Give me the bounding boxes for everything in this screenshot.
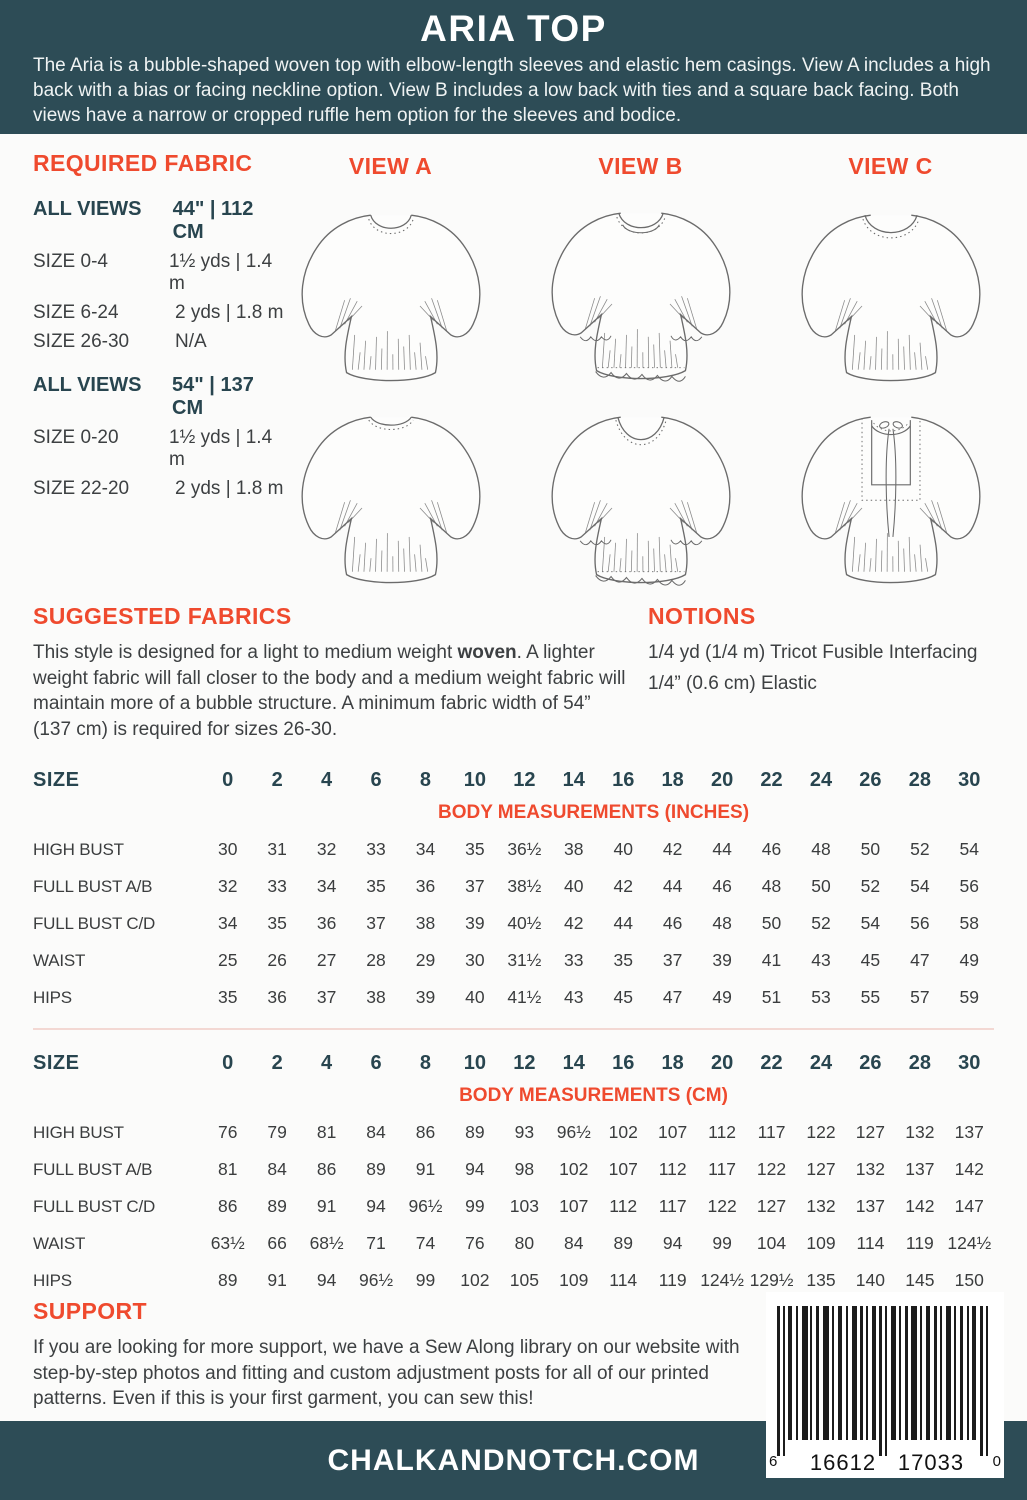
measurement-cell: 112 — [609, 1196, 638, 1216]
yardage: N/A — [175, 331, 207, 352]
measurement-tables — [33, 763, 994, 1299]
measurement-cell: 38 — [415, 913, 436, 933]
size-column-header: 30 — [958, 1051, 981, 1074]
measurement-row-label: FULL BUST A/B — [33, 1159, 153, 1179]
measurement-cell: 42 — [613, 876, 633, 896]
measurement-cell: 56 — [959, 876, 980, 896]
size-column-header: 26 — [859, 1051, 882, 1074]
fabric-requirement-row — [33, 427, 288, 471]
size-column-header: 8 — [419, 768, 432, 791]
measurement-cell: 132 — [806, 1196, 836, 1216]
measurement-cell: 50 — [860, 839, 881, 859]
view-a-front-illustration — [275, 192, 507, 390]
measurement-cell: 89 — [267, 1196, 287, 1216]
measurement-row — [33, 868, 994, 905]
measurement-cell: 102 — [559, 1159, 589, 1179]
size-column-header: 22 — [760, 1051, 783, 1074]
notion-item: 1/4” (0.6 cm) Elastic — [648, 673, 817, 694]
measurement-cell: 124½ — [947, 1233, 992, 1253]
measurement-cell: 54 — [959, 839, 980, 859]
measurement-cell: 91 — [267, 1270, 287, 1290]
size-column-header: 20 — [710, 1051, 734, 1074]
measurement-cell: 66 — [267, 1233, 287, 1253]
size-column-header: 26 — [859, 768, 882, 791]
measurement-cell: 44 — [613, 913, 633, 933]
measurement-cell: 44 — [662, 876, 683, 896]
size-column-header: 4 — [321, 1051, 333, 1074]
notion-item: 1/4 yd (1/4 m) Tricot Fusible Interfacing — [648, 642, 978, 663]
measurement-cell: 89 — [366, 1159, 386, 1179]
measurement-cell: 43 — [564, 987, 584, 1007]
measurement-cell: 38½ — [507, 876, 542, 896]
table-separator — [33, 1028, 994, 1030]
size-column-header: 14 — [562, 768, 585, 791]
measurement-cell: 34 — [217, 913, 238, 933]
measurement-table-inches — [33, 763, 994, 1016]
measurement-cell: 40 — [613, 839, 633, 859]
measurement-cell: 132 — [855, 1159, 885, 1179]
measurement-cell: 112 — [708, 1122, 737, 1142]
barcode-right-digit: 0 — [992, 1453, 1001, 1470]
measurement-cell: 119 — [905, 1233, 934, 1253]
measurement-cell: 96½ — [359, 1270, 394, 1290]
measurement-row — [33, 905, 994, 942]
yardage: 1½ yds | 1.4 m — [168, 427, 273, 470]
barcode-group-1: 16612 — [809, 1450, 877, 1475]
measurement-cell: 119 — [658, 1270, 687, 1290]
size-column-header: 10 — [463, 768, 487, 791]
pattern-description: The Aria is a bubble-shaped woven top with elbow-length sleeves and elastic hem casings. View A includes a high back with a bias or facing neckline option. View B includes a low back with ties and a square back facing. Both views have a narrow or cropped ruffle hem option for the sleeves and bodice. — [33, 55, 991, 126]
size-column-header: 24 — [809, 768, 833, 791]
measurement-cell: 30 — [465, 950, 485, 970]
measurement-cell: 35 — [217, 987, 238, 1007]
measurement-cell: 44 — [712, 839, 732, 859]
size-column-header: 30 — [958, 768, 981, 791]
barcode-group-2: 17033 — [897, 1450, 965, 1475]
measurement-cell: 54 — [860, 913, 881, 933]
measurement-cell: 140 — [855, 1270, 885, 1290]
table-section-label: BODY MEASUREMENTS (INCHES) — [437, 802, 750, 823]
website-url: CHALKANDNOTCH.COM — [327, 1444, 700, 1477]
measurement-cell: 102 — [608, 1122, 638, 1142]
measurement-cell: 117 — [658, 1196, 687, 1216]
measurement-cell: 89 — [465, 1122, 485, 1142]
measurement-cell: 79 — [267, 1122, 287, 1142]
bold-word: woven — [457, 642, 517, 663]
measurement-cell: 86 — [415, 1122, 436, 1142]
measurement-cell: 142 — [954, 1159, 984, 1179]
view-c-label: VIEW C — [848, 153, 933, 179]
measurement-cell: 53 — [811, 987, 831, 1007]
measurement-cell: 39 — [465, 913, 485, 933]
measurement-cell: 31 — [267, 839, 287, 859]
measurement-cell: 76 — [465, 1233, 485, 1253]
measurement-row — [33, 942, 994, 979]
text-segment: . A lighter weight fabric will fall closer to the body and a medium weight fabric will maintain more of a bubble structure. A minimum fabric width of 54” (137 cm) is required for sizes 26-30. — [33, 642, 626, 740]
measurement-cell: 135 — [806, 1270, 836, 1290]
measurement-row-label: FULL BUST C/D — [33, 913, 156, 933]
measurement-cell: 57 — [910, 987, 930, 1007]
measurement-cell: 28 — [366, 950, 386, 970]
measurement-cell: 129½ — [749, 1270, 794, 1290]
measurement-cell: 34 — [415, 839, 436, 859]
measurement-cell: 81 — [217, 1159, 238, 1179]
measurement-cell: 47 — [662, 987, 683, 1007]
measurement-cell: 39 — [415, 987, 436, 1007]
size-column-header: 2 — [271, 1051, 283, 1074]
size-column-header: 22 — [760, 768, 783, 791]
measurement-cell: 37 — [316, 987, 337, 1007]
measurement-cell: 40 — [564, 876, 584, 896]
measurement-cell: 37 — [662, 950, 683, 970]
measurement-cell: 40 — [465, 987, 485, 1007]
measurement-cell: 46 — [662, 913, 683, 933]
measurement-cell: 32 — [217, 876, 238, 896]
measurement-row — [33, 1188, 994, 1225]
measurement-cell: 52 — [860, 876, 881, 896]
size-range: SIZE 22-20 — [33, 478, 130, 499]
barcode-bars — [777, 1306, 993, 1458]
size-column-header: 12 — [513, 768, 536, 791]
measurement-cell: 137 — [905, 1159, 935, 1179]
measurement-cell: 150 — [954, 1270, 984, 1290]
measurement-cell: 56 — [910, 913, 930, 933]
measurement-row-label: HIPS — [33, 1270, 72, 1290]
measurement-row-label: HIGH BUST — [33, 1122, 124, 1142]
measurement-cell: 43 — [811, 950, 831, 970]
measurement-cell: 27 — [316, 950, 337, 970]
measurement-cell: 46 — [712, 876, 732, 896]
support-heading: SUPPORT — [33, 1298, 147, 1324]
measurement-cell: 147 — [954, 1196, 984, 1216]
measurement-row — [33, 831, 994, 868]
yardage: 1½ yds | 1.4 m — [168, 251, 273, 294]
measurement-cell: 81 — [316, 1122, 337, 1142]
size-range: SIZE 6-24 — [33, 302, 119, 323]
view-b-back-illustration — [525, 394, 757, 592]
measurement-cell: 35 — [613, 950, 633, 970]
measurement-cell: 31½ — [507, 950, 542, 970]
size-header-row — [33, 763, 994, 797]
measurement-cell: 107 — [658, 1122, 688, 1142]
measurement-cell: 142 — [905, 1196, 935, 1216]
measurement-cell: 47 — [910, 950, 930, 970]
size-column-header: 10 — [463, 1051, 487, 1074]
measurement-cell: 137 — [855, 1196, 885, 1216]
measurement-cell: 52 — [811, 913, 831, 933]
measurement-row-label: HIGH BUST — [33, 839, 124, 859]
measurement-cell: 91 — [415, 1159, 436, 1179]
support-section — [33, 1298, 778, 1412]
measurement-cell: 50 — [811, 876, 831, 896]
size-header-label: SIZE — [33, 1051, 80, 1074]
measurement-cell: 86 — [217, 1196, 238, 1216]
measurement-cell: 26 — [267, 950, 287, 970]
size-range: SIZE 26-30 — [33, 331, 130, 352]
measurement-cell: 99 — [712, 1233, 732, 1253]
measurement-cell: 127 — [756, 1196, 787, 1216]
measurement-cell: 112 — [658, 1159, 687, 1179]
size-column-header: 6 — [370, 768, 382, 791]
measurement-cell: 109 — [806, 1233, 836, 1253]
measurement-cell: 114 — [609, 1270, 638, 1290]
view-c-front-illustration — [775, 192, 1007, 390]
measurement-cell: 86 — [316, 1159, 337, 1179]
fabric-width: 44" | 112 CM — [172, 198, 254, 243]
measurement-cell: 127 — [855, 1122, 885, 1142]
measurement-cell: 99 — [415, 1270, 436, 1290]
measurement-cell: 37 — [366, 913, 386, 933]
measurement-cell: 32 — [316, 839, 337, 859]
measurement-cell: 114 — [856, 1233, 885, 1253]
measurement-cell: 49 — [712, 987, 732, 1007]
fabric-requirement-row — [33, 478, 288, 500]
measurement-cell: 46 — [761, 839, 782, 859]
table-section-label: BODY MEASUREMENTS (CM) — [459, 1085, 728, 1106]
fabric-requirement-row — [33, 251, 288, 295]
measurement-cell: 117 — [757, 1122, 786, 1142]
measurement-cell: 36 — [267, 987, 287, 1007]
size-column-header: 8 — [419, 1051, 432, 1074]
measurement-cell: 30 — [217, 839, 238, 859]
fabric-group-label: ALL VIEWS — [33, 374, 142, 396]
measurement-cell: 29 — [415, 950, 436, 970]
suggested-fabrics-section — [33, 603, 633, 742]
measurement-cell: 50 — [761, 913, 782, 933]
support-text: If you are looking for more support, we have a Sew Along library on our website with step-by-step photos and fitting and custom adjustment posts for all of our printed patterns. Even if this is your first garment, you can sew this! — [33, 1337, 740, 1409]
fabric-requirement-row — [33, 331, 288, 353]
measurement-cell: 59 — [959, 987, 980, 1007]
size-column-header: 18 — [661, 768, 684, 791]
measurement-cell: 71 — [366, 1233, 386, 1253]
measurement-row-label: HIPS — [33, 987, 72, 1007]
measurement-row-label: FULL BUST C/D — [33, 1196, 156, 1216]
measurement-cell: 38 — [564, 839, 584, 859]
measurement-cell: 94 — [662, 1233, 683, 1253]
measurement-cell: 45 — [860, 950, 881, 970]
measurement-row-label: WAIST — [33, 950, 86, 970]
fabric-width: 54" | 137 CM — [172, 374, 254, 419]
size-column-header: 16 — [612, 1051, 635, 1074]
measurement-cell: 41½ — [507, 987, 542, 1007]
measurement-cell: 35 — [267, 913, 287, 933]
measurement-cell: 89 — [217, 1270, 238, 1290]
text-segment: This style is designed for a light to medium weight — [33, 642, 458, 663]
measurement-cell: 74 — [415, 1233, 436, 1253]
suggested-fabrics-heading: SUGGESTED FABRICS — [33, 603, 292, 629]
measurement-cell: 104 — [756, 1233, 787, 1253]
notions-section — [648, 603, 1018, 695]
measurement-cell: 34 — [316, 876, 337, 896]
measurement-cell: 98 — [514, 1159, 535, 1179]
measurement-cell: 105 — [509, 1270, 539, 1290]
measurement-cell: 94 — [366, 1196, 386, 1216]
suggested-fabrics-text — [33, 640, 633, 742]
measurement-cell: 96½ — [408, 1196, 443, 1216]
measurement-cell: 63½ — [210, 1233, 245, 1253]
size-column-header: 6 — [370, 1051, 382, 1074]
measurement-cell: 49 — [959, 950, 980, 970]
view-c-back-illustration — [775, 394, 1007, 592]
measurement-cell: 103 — [509, 1196, 539, 1216]
measurement-cell: 96½ — [556, 1122, 591, 1142]
measurement-cell: 84 — [366, 1122, 386, 1142]
measurement-cell: 107 — [608, 1159, 638, 1179]
measurement-cell: 48 — [811, 839, 831, 859]
yardage: 2 yds | 1.8 m — [175, 302, 284, 323]
size-column-header: 14 — [562, 1051, 585, 1074]
size-column-header: 20 — [710, 768, 734, 791]
measurement-cell: 91 — [316, 1196, 337, 1216]
view-a-back-illustration — [275, 394, 507, 592]
measurement-row — [33, 1151, 994, 1188]
measurement-cell: 124½ — [700, 1270, 744, 1290]
measurement-cell: 55 — [860, 987, 881, 1007]
measurement-cell: 39 — [712, 950, 732, 970]
measurement-row — [33, 1225, 994, 1262]
header-band — [0, 0, 1027, 134]
size-range: SIZE 0-20 — [33, 427, 119, 448]
size-header-row — [33, 1046, 994, 1080]
measurement-cell: 84 — [267, 1159, 287, 1179]
size-column-header: 12 — [513, 1051, 536, 1074]
measurement-cell: 127 — [806, 1159, 836, 1179]
measurement-row — [33, 979, 994, 1016]
barcode — [766, 1292, 1004, 1478]
measurement-cell: 33 — [564, 950, 584, 970]
measurement-cell: 25 — [217, 950, 238, 970]
measurement-cell: 76 — [217, 1122, 238, 1142]
measurement-cell: 58 — [959, 913, 980, 933]
measurement-cell: 33 — [366, 839, 386, 859]
fabric-group-header — [33, 198, 288, 244]
measurement-cell: 84 — [564, 1233, 584, 1253]
measurement-cell: 42 — [564, 913, 584, 933]
measurement-cell: 102 — [460, 1270, 490, 1290]
measurement-cell: 35 — [465, 839, 485, 859]
measurement-cell: 117 — [708, 1159, 737, 1179]
fabric-requirement-row — [33, 302, 288, 324]
measurement-table-cm — [33, 1046, 994, 1299]
measurement-cell: 137 — [954, 1122, 984, 1142]
measurement-cell: 99 — [465, 1196, 485, 1216]
size-column-header: 28 — [908, 1051, 931, 1074]
measurement-cell: 94 — [465, 1159, 485, 1179]
size-column-header: 18 — [661, 1051, 684, 1074]
size-column-header: 2 — [271, 768, 283, 791]
barcode-left-digit: 6 — [769, 1453, 778, 1470]
measurement-cell: 145 — [905, 1270, 935, 1290]
view-a-label: VIEW A — [348, 153, 433, 179]
required-fabric-heading: REQUIRED FABRIC — [33, 150, 253, 176]
size-range: SIZE 0-4 — [33, 251, 108, 272]
measurement-cell: 107 — [559, 1196, 589, 1216]
measurement-cell: 94 — [316, 1270, 337, 1290]
measurement-row-label: WAIST — [33, 1233, 86, 1253]
measurement-cell: 38 — [366, 987, 386, 1007]
measurement-cell: 40½ — [507, 913, 542, 933]
yardage: 2 yds | 1.8 m — [175, 478, 284, 499]
measurement-cell: 48 — [761, 876, 782, 896]
measurement-cell: 37 — [465, 876, 485, 896]
measurement-cell: 42 — [662, 839, 683, 859]
size-column-header: 28 — [908, 768, 931, 791]
view-b-label: VIEW B — [598, 153, 683, 179]
measurement-row — [33, 1114, 994, 1151]
measurement-cell: 68½ — [309, 1233, 344, 1253]
notions-heading: NOTIONS — [648, 603, 756, 629]
measurement-cell: 132 — [905, 1122, 935, 1142]
size-column-header: 16 — [612, 768, 635, 791]
view-b-front-illustration — [525, 190, 757, 388]
measurement-cell: 122 — [756, 1159, 787, 1179]
measurement-cell: 122 — [707, 1196, 737, 1216]
measurement-cell: 89 — [613, 1233, 633, 1253]
size-column-header: 24 — [809, 1051, 833, 1074]
measurement-row-label: FULL BUST A/B — [33, 876, 153, 896]
measurement-cell: 36 — [415, 876, 436, 896]
measurement-cell: 93 — [514, 1122, 535, 1142]
measurement-cell: 41 — [761, 950, 782, 970]
size-column-header: 4 — [321, 768, 333, 791]
measurement-cell: 80 — [514, 1233, 535, 1253]
required-fabric-section — [33, 150, 288, 500]
measurement-cell: 36½ — [507, 839, 542, 859]
measurement-cell: 48 — [712, 913, 732, 933]
measurement-cell: 33 — [267, 876, 287, 896]
measurement-cell: 35 — [366, 876, 386, 896]
measurement-cell: 45 — [613, 987, 633, 1007]
size-column-header: 0 — [222, 768, 234, 791]
measurement-cell: 122 — [806, 1122, 836, 1142]
measurement-cell: 51 — [761, 987, 782, 1007]
measurement-cell: 54 — [910, 876, 930, 896]
size-column-header: 0 — [222, 1051, 234, 1074]
size-header-label: SIZE — [33, 768, 80, 791]
fabric-group-label: ALL VIEWS — [33, 198, 142, 220]
measurement-cell: 109 — [559, 1270, 589, 1290]
fabric-group-header — [33, 374, 288, 420]
measurement-cell: 52 — [910, 839, 930, 859]
page-title: ARIA TOP — [420, 8, 607, 49]
measurement-cell: 36 — [316, 913, 337, 933]
